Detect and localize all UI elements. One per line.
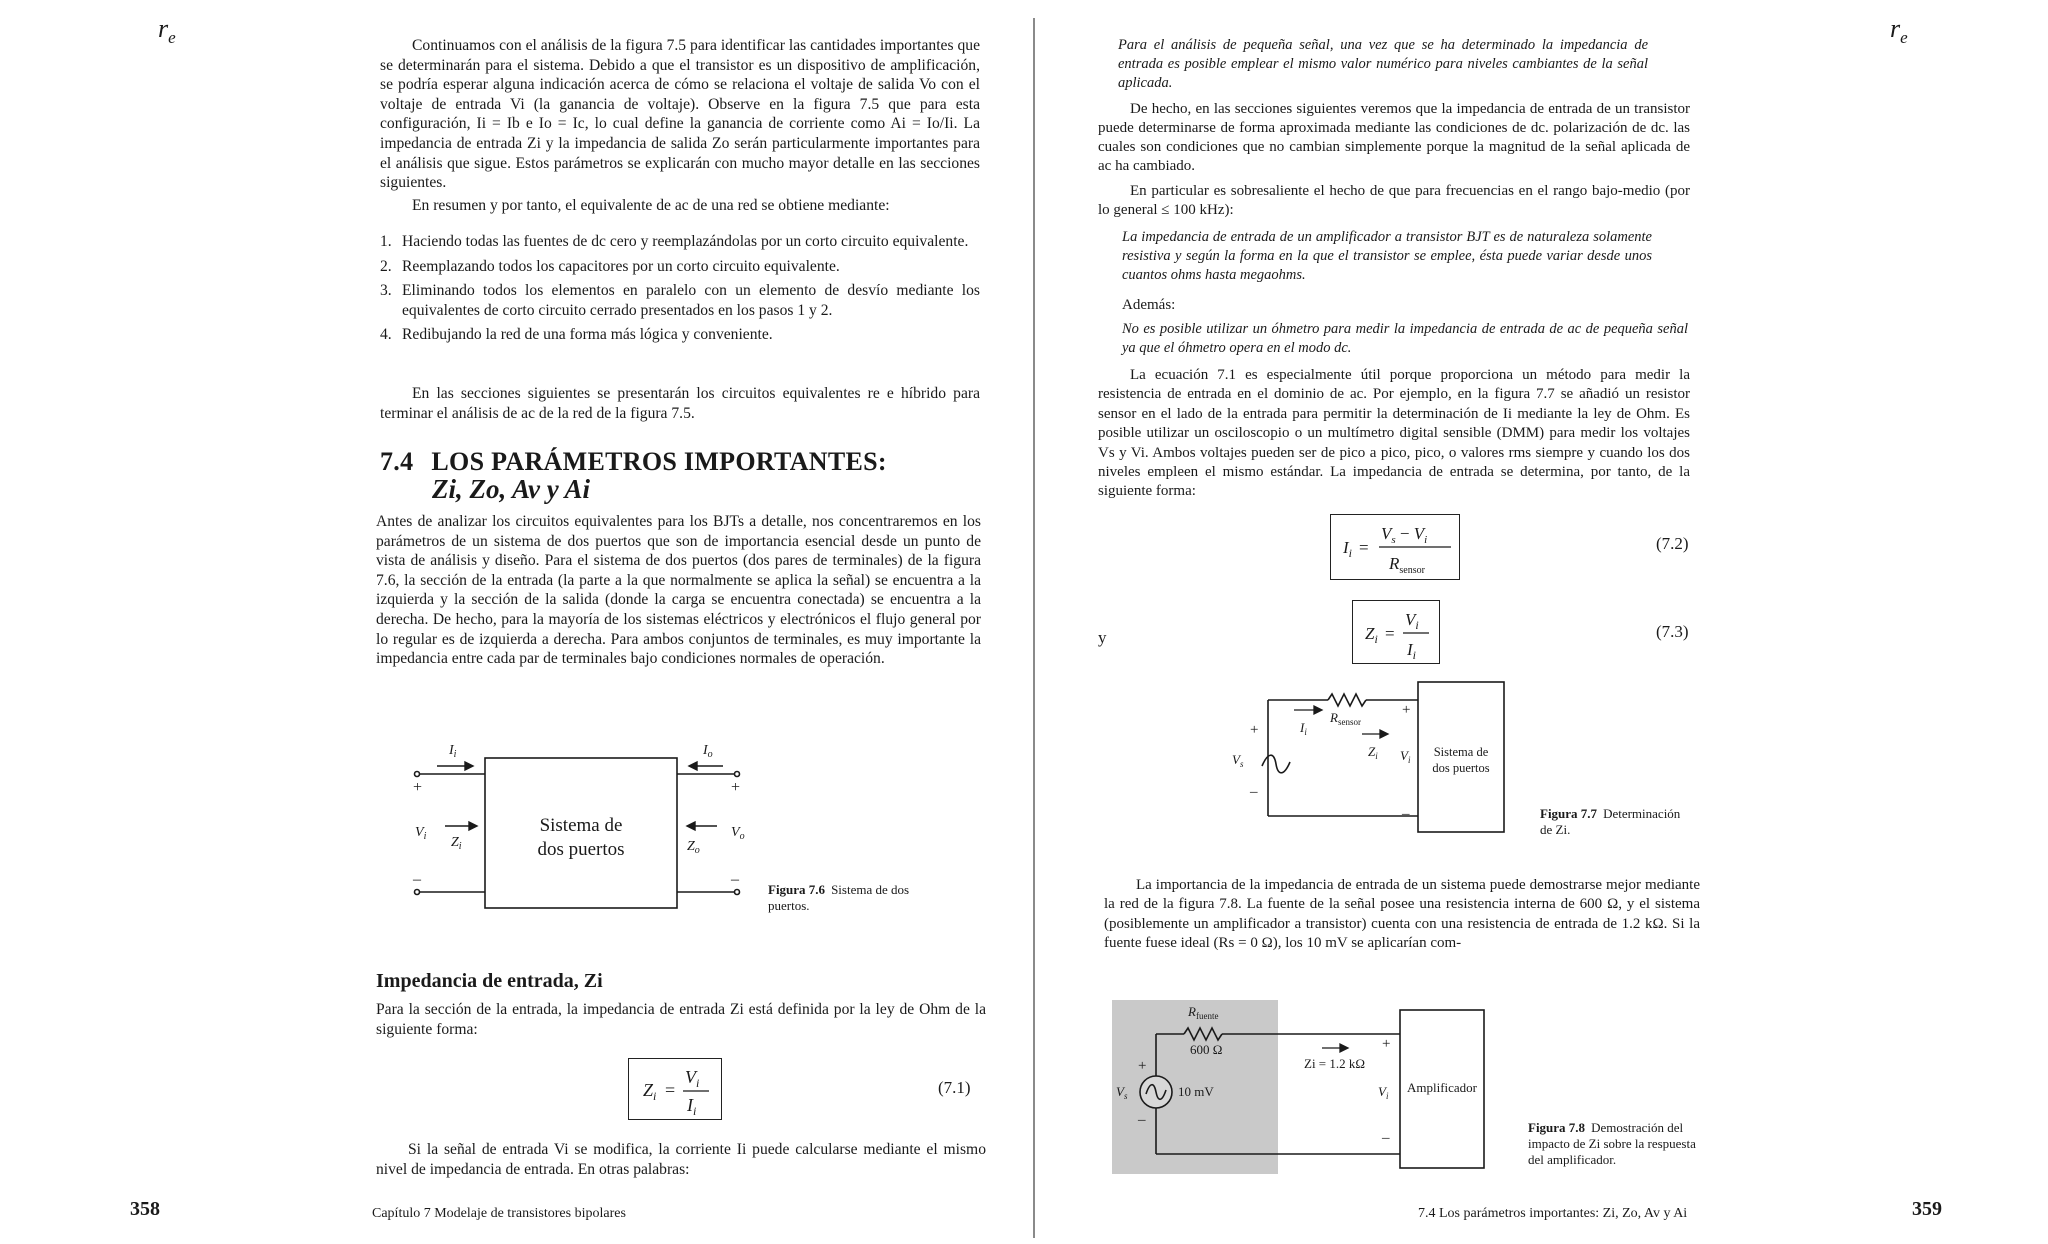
step-number: 1. bbox=[380, 233, 392, 250]
step-number: 4. bbox=[380, 326, 392, 344]
svg-text:Vs: $V_s$ bbox=[1232, 752, 1244, 769]
list-item bbox=[380, 325, 980, 345]
input-terminal-bottom bbox=[415, 890, 420, 895]
step-text: Haciendo todas las fuentes de dc cero y reemplazándolas por un corto circuito equivalente. bbox=[402, 233, 969, 250]
zi-arrow bbox=[445, 822, 477, 830]
box-label-line-1: Sistema de bbox=[539, 815, 623, 836]
section-number: 7.4 bbox=[380, 447, 414, 476]
equation-7-2-number: (7.2) bbox=[1656, 534, 1689, 553]
paragraph-3: En particular es sobresaliente el hecho de que para frecuencias en el rango bajo-medio (por lo general ≤ 100 kHz): bbox=[1098, 183, 1690, 218]
svg-text:–: – bbox=[1138, 1112, 1146, 1128]
svg-text:Rsensor: $R_{sensor}$ bbox=[1330, 710, 1361, 727]
italic-paragraph-1: Para el análisis de pequeña señal, una vez que se ha determinado la impedancia de entrada es posible emplear el mismo valor numérico para niveles cambiantes de la señal aplicada. bbox=[1118, 37, 1648, 91]
svg-text:Zi: $Z_i$ bbox=[643, 1080, 657, 1103]
left-corner-tag-main: r bbox=[158, 14, 169, 43]
svg-text:Vs − Vi: $V_s - V_i$ bbox=[1381, 524, 1428, 546]
right-corner-tag-main: r bbox=[1890, 14, 1901, 43]
figure-7-7-box-label bbox=[1418, 744, 1504, 776]
rsensor-resistor bbox=[1328, 694, 1366, 706]
zo-label: $Z_o$ bbox=[687, 839, 700, 856]
next-sections-paragraph: En las secciones siguientes se presentarán los circuitos equivalentes re e híbrido para terminar el análisis de ac de la red de la figura 7.5. bbox=[380, 385, 980, 422]
ac-equivalent-steps-list bbox=[380, 232, 980, 350]
zi-arrow bbox=[1322, 1044, 1348, 1052]
equation-7-1 bbox=[628, 1058, 722, 1120]
output-terminal-bottom bbox=[735, 890, 740, 895]
svg-text:–: – bbox=[1250, 784, 1258, 800]
equation-7-2 bbox=[1330, 514, 1460, 580]
left-page-number: 358 bbox=[130, 1198, 160, 1220]
svg-text:+: + bbox=[1402, 702, 1411, 718]
equation-7-3-number: (7.3) bbox=[1656, 622, 1689, 641]
caption-label: Figura 7.8 bbox=[1528, 1120, 1586, 1135]
box-label-line-2: dos puertos bbox=[1432, 761, 1490, 775]
svg-text:+: + bbox=[1138, 1058, 1147, 1074]
svg-text:Rsensor: $R_{sensor}$ bbox=[1389, 554, 1425, 576]
section-paragraph: Antes de analizar los circuitos equivalentes para los BJTs a detalle, nos concentraremos en los parámetros de un sistema de dos puertos que son de importancia esencial desde un punto de vista de análisis y diseño. Para el sistema de dos puertos (dos pares de terminales) de la figura 7.6, la sección de la entrada (la parte a la que normalmente se aplica la señal) se encuentra a la izquierda y la sección de la salida (donde la carga se encuentra conectada) se encuentra a la derecha. De hecho, para la mayoría de los sistemas eléctricos y electrónicos el flujo general por lo regular es de izquierda a derecha. Para ambos conjuntos de terminales, es muy importante la impedancia entre cada par de terminales bajo condiciones normales de operación. bbox=[376, 513, 981, 668]
section-title bbox=[380, 446, 887, 477]
output-plus: + bbox=[731, 779, 741, 796]
ii-label: $I_i$ bbox=[449, 743, 457, 760]
step-number: 3. bbox=[380, 282, 392, 300]
svg-text:Zi: $Z_i$ bbox=[1368, 744, 1378, 761]
paragraph-6: La ecuación 7.1 es especialmente útil porque proporciona un método para medir la resistencia de entrada en el dominio de ac. Por ejemplo, en la figura 7.7 se añadió un resistor sensor en el lado de la entrada para permitir la determinación de Ii mediante la ley de Ohm. Es posible utilizar un osciloscopio o un multímetro digital sensible (DMM) para medir los voltajes Vs y Vi. Ambos voltajes pueden ser de pico a pico, pico, o valores rms siempre y cuando los dos niveles empleen el mismo estándar. La impedancia de entrada se determina, por tanto, de la siguiente forma: bbox=[1098, 367, 1690, 500]
final-paragraph: Si la señal de entrada Vi se modifica, la corriente Ii puede calcularse mediante el mismo nivel de impedancia de entrada. En otras palabras: bbox=[376, 1141, 986, 1178]
svg-text:–: – bbox=[1382, 1130, 1390, 1146]
output-minus: – bbox=[731, 871, 739, 888]
caption-text: Sistema de dos puertos. bbox=[768, 882, 910, 913]
section-subtitle: Zi, Zo, Av y Ai bbox=[432, 474, 590, 504]
ii-arrow bbox=[1294, 706, 1322, 714]
step-text: Eliminando todos los elementos en paralelo con un elemento de desvío mediante los equivalentes de corto circuito cerrado presentados en los pasos 1 y 2. bbox=[402, 282, 980, 319]
list-item bbox=[380, 281, 980, 320]
svg-text:Zi: $Z_i$ bbox=[1365, 624, 1378, 646]
input-current-arrow bbox=[437, 762, 473, 770]
svg-text:Ii: $I_i$ bbox=[1407, 640, 1417, 662]
svg-text:Vi: $V_i$ bbox=[1405, 610, 1419, 632]
caption-label: Figura 7.7 bbox=[1540, 806, 1598, 821]
zi-arrow bbox=[1362, 730, 1388, 738]
figure-7-8-box-label: Amplificador bbox=[1406, 1080, 1478, 1095]
italic-paragraph-5: No es posible utilizar un óhmetro para medir la impedancia de entrada de ac de pequeña señal ya que el óhmetro opera en el modo dc. bbox=[1122, 321, 1688, 356]
step-text: Redibujando la red de una forma más lógica y conveniente. bbox=[402, 326, 773, 344]
section-title-text: LOS PARÁMETROS IMPORTANTES: bbox=[431, 447, 887, 476]
input-paragraph: Para la sección de la entrada, la impedancia de entrada Zi está definida por la ley de Ohm de la siguiente forma: bbox=[376, 1001, 986, 1038]
right-footer: 7.4 Los parámetros importantes: Zi, Zo, Av y Ai bbox=[1418, 1206, 1688, 1221]
left-corner-tag bbox=[158, 14, 176, 48]
equation-7-3 bbox=[1352, 600, 1440, 664]
equation-7-3-formula bbox=[1353, 601, 1439, 663]
ademas-label: Además: bbox=[1122, 297, 1176, 313]
caption-label: Figura 7.6 bbox=[768, 882, 826, 897]
equation-7-2-formula bbox=[1331, 515, 1459, 579]
output-current-arrow bbox=[689, 762, 723, 770]
svg-text:+: + bbox=[1382, 1036, 1391, 1052]
step-number: 2. bbox=[380, 257, 392, 275]
subsection-title: Impedancia de entrada, Zi bbox=[376, 970, 603, 992]
svg-text:Ii: $I_i$ bbox=[1343, 538, 1353, 560]
figure-7-7-caption bbox=[1540, 806, 1682, 838]
io-label: $I_o$ bbox=[703, 743, 713, 760]
svg-text:Ii: $I_i$ bbox=[1300, 720, 1307, 737]
svg-text:Vi: $V_i$ bbox=[685, 1067, 700, 1090]
zi-value: Zi = 1.2 kΩ bbox=[1304, 1056, 1366, 1071]
vo-label: $V_o$ bbox=[731, 825, 745, 842]
svg-text:Rfuente: $R_{fuente}$ bbox=[1188, 1004, 1219, 1021]
svg-text:Vi: $V_i$ bbox=[1400, 748, 1411, 765]
svg-text:Ii: $I_i$ bbox=[687, 1095, 697, 1118]
source-value: 10 mV bbox=[1178, 1084, 1214, 1099]
caption-text: Demostración del impacto de Zi sobre la respuesta del amplificador. bbox=[1528, 1120, 1696, 1167]
y-label: y bbox=[1098, 628, 1107, 647]
intro-paragraph: Continuamos con el análisis de la figura 7.5 para identificar las cantidades importantes que se determinarán para el sistema. Debido a que el transistor es un dispositivo de amplificación, se podría esperar alguna indicación acerca de cómo se relaciona el voltaje de salida Vo con el voltaje de entrada Vi (la ganancia de voltaje). Observe en la figura 7.5 que para esta configuración, Ii = Ib e Io = Ic, lo cual define la ganancia de corriente como Ai = Io/Ii. La impedancia de entrada Zi y la impedancia de salida Zo serán particularmente importantes para el análisis que sigue. Estos parámetros se explicarán con mucho mayor detalle en las secciones siguientes. bbox=[380, 37, 980, 192]
paragraph-2: De hecho, en las secciones siguientes veremos que la impedancia de entrada de un transistor puede determinarse de forma aproximada mediante las condiciones de dc. polarización de dc. las cuales son condiciones que no cambian simplemente porque la magnitud de la señal aplicada de ac ha cambiado. bbox=[1098, 101, 1690, 174]
figure-7-6-caption bbox=[768, 882, 938, 914]
equation-7-1-number: (7.1) bbox=[938, 1078, 971, 1097]
figure-7-6-box-label bbox=[485, 814, 677, 862]
left-corner-tag-sub: e bbox=[168, 28, 176, 48]
svg-text:=: = bbox=[1385, 624, 1395, 643]
input-plus: + bbox=[413, 779, 423, 796]
step-text: Reemplazando todos los capacitores por un corto circuito equivalente. bbox=[402, 257, 840, 275]
summary-intro: En resumen y por tanto, el equivalente de ac de una red se obtiene mediante: bbox=[412, 197, 890, 214]
left-footer: Capítulo 7 Modelaje de transistores bipolares bbox=[372, 1206, 626, 1221]
output-terminal-top bbox=[735, 772, 740, 777]
vi-label: $V_i$ bbox=[415, 825, 427, 842]
input-terminal-top bbox=[415, 772, 420, 777]
equation-7-1-formula bbox=[629, 1059, 721, 1119]
list-item bbox=[380, 232, 980, 252]
resistor-value: 600 Ω bbox=[1190, 1042, 1223, 1057]
zo-arrow bbox=[687, 822, 717, 830]
zi-label: $Z_i$ bbox=[451, 835, 462, 852]
svg-text:–: – bbox=[1402, 806, 1410, 822]
list-item bbox=[380, 257, 980, 277]
page-gutter bbox=[1033, 18, 1035, 1238]
svg-text:=: = bbox=[1359, 538, 1369, 557]
svg-text:+: + bbox=[1250, 722, 1259, 738]
ac-source-symbol bbox=[1262, 755, 1290, 773]
right-corner-tag-sub: e bbox=[1900, 28, 1908, 48]
right-corner-tag bbox=[1890, 14, 1908, 48]
caption-text: Determinación de Zi. bbox=[1540, 806, 1681, 837]
svg-text:Vi: $V_i$ bbox=[1378, 1084, 1389, 1101]
italic-paragraph-4: La impedancia de entrada de un amplificador a transistor BJT es de naturaleza solamente resistiva y según la forma en la que el transistor se emplee, ésta puede variar desde unos cuantos ohms hasta megaohms. bbox=[1122, 229, 1652, 283]
svg-text:=: = bbox=[665, 1080, 676, 1100]
paragraph-7: La importancia de la impedancia de entrada de un sistema puede demostrarse mejor mediante la red de la figura 7.8. La fuente de la señal posee una resistencia interna de 600 Ω, y el sistema (posiblemente un amplificador a transistor) cuenta con una resistencia de entrada de 1.2 kΩ. Si la fuente fuese ideal (Rs = 0 Ω), los 10 mV se aplicarían com- bbox=[1104, 877, 1700, 952]
figure-7-8-caption bbox=[1528, 1120, 1700, 1168]
box-label-line-2: dos puertos bbox=[537, 839, 625, 860]
input-minus: – bbox=[413, 871, 421, 888]
svg-text:Vs: $V_s$ bbox=[1116, 1084, 1128, 1101]
box-label-line-1: Sistema de bbox=[1433, 745, 1489, 759]
right-page-number: 359 bbox=[1912, 1198, 1942, 1220]
